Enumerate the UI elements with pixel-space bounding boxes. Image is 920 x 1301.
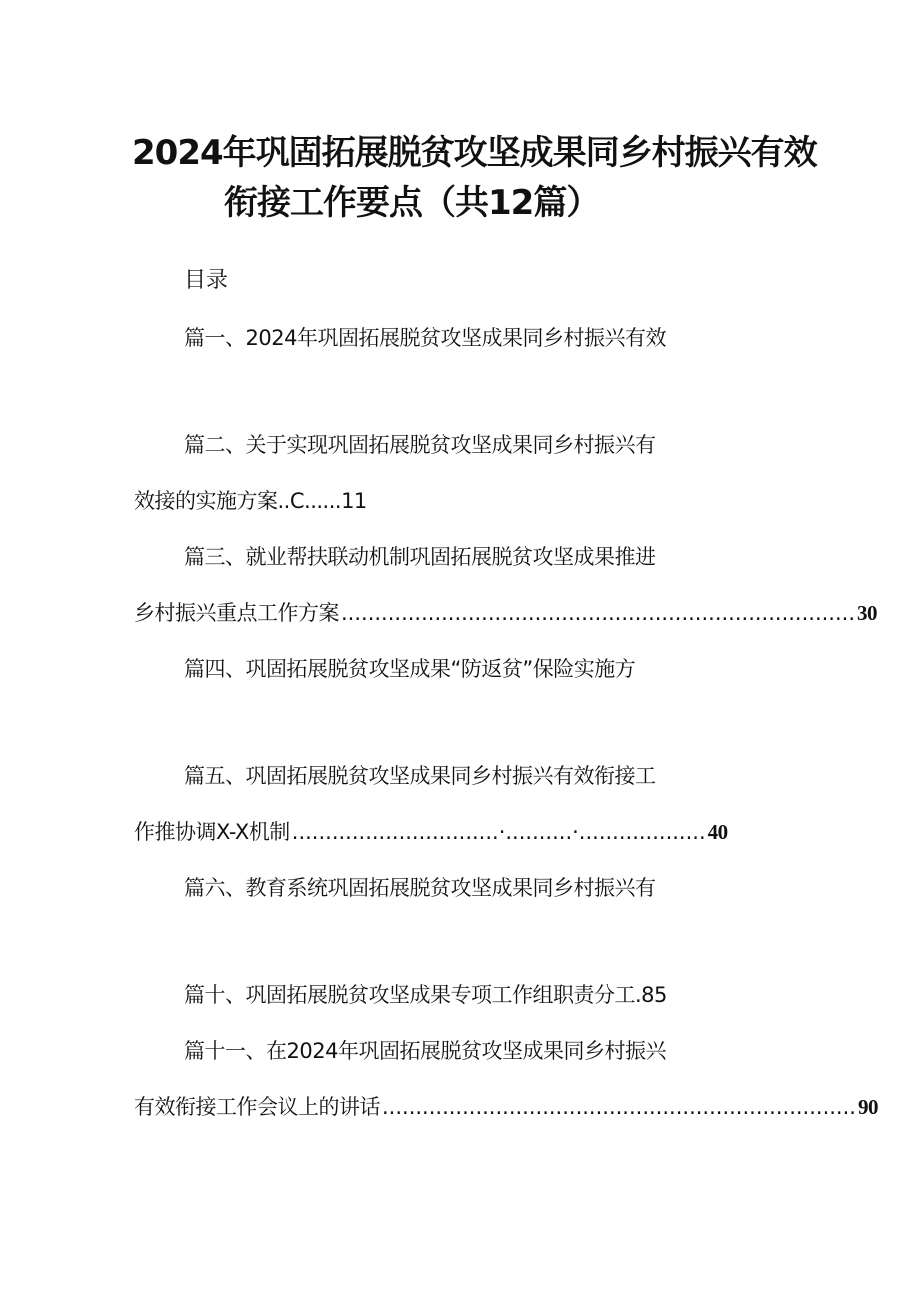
toc-entry-3-continued[interactable] [134, 598, 877, 628]
toc-entry-11-leader: ....................................................................... [382, 1095, 856, 1119]
toc-entry-5[interactable]: 篇五、巩固拓展脱贫攻坚成果同乡村振兴有效衔接工 [184, 764, 656, 788]
toc-entry-2[interactable]: 篇二、关于实现巩固拓展脱贫攻坚成果同乡村振兴有 [184, 433, 656, 457]
toc-entry-5-continued[interactable] [134, 817, 728, 847]
toc-entry-3-leader: ............................................................................. [341, 601, 855, 625]
toc-entry-4[interactable]: 篇四、巩固拓展脱贫攻坚成果“防返贫”保险实施方 [184, 657, 636, 681]
title-line-2: 衔接工作要点（共12篇） [224, 183, 600, 223]
toc-entry-6[interactable]: 篇六、教育系统巩固拓展脱贫攻坚成果同乡村振兴有 [184, 876, 656, 900]
toc-entry-11-continued[interactable] [134, 1092, 878, 1122]
toc-entry-11-page: 90 [857, 1095, 878, 1119]
toc-entry-3-page: 30 [857, 601, 877, 625]
toc-entry-11[interactable]: 篇十一、在2024年巩固拓展脱贫攻坚成果同乡村振兴 [184, 1039, 666, 1063]
toc-entry-1[interactable]: 篇一、2024年巩固拓展脱贫攻坚成果同乡村振兴有效 [184, 326, 666, 350]
toc-entry-3[interactable]: 篇三、就业帮扶联动机制巩固拓展脱贫攻坚成果推进 [184, 545, 656, 569]
title-line-1: 2024年巩固拓展脱贫攻坚成果同乡村振兴有效 [132, 133, 817, 173]
toc-entry-10[interactable]: 篇十、巩固拓展脱贫攻坚成果专项工作组职责分工.85 [184, 983, 667, 1007]
toc-entry-11-text: 有效衔接工作会议上的讲话 [134, 1095, 380, 1119]
toc-entry-5-page: 40 [707, 820, 728, 844]
toc-entry-3-text: 乡村振兴重点工作方案 [134, 601, 339, 625]
toc-entry-2-continued[interactable]: 效接的实施方案..C......11 [134, 489, 367, 513]
toc-entry-5-text: 作推协调X-X机制 [134, 820, 290, 844]
toc-heading: 目录 [184, 268, 229, 293]
document-title [132, 128, 817, 228]
toc-entry-5-leader: ...............................·..........·................... [291, 820, 706, 844]
